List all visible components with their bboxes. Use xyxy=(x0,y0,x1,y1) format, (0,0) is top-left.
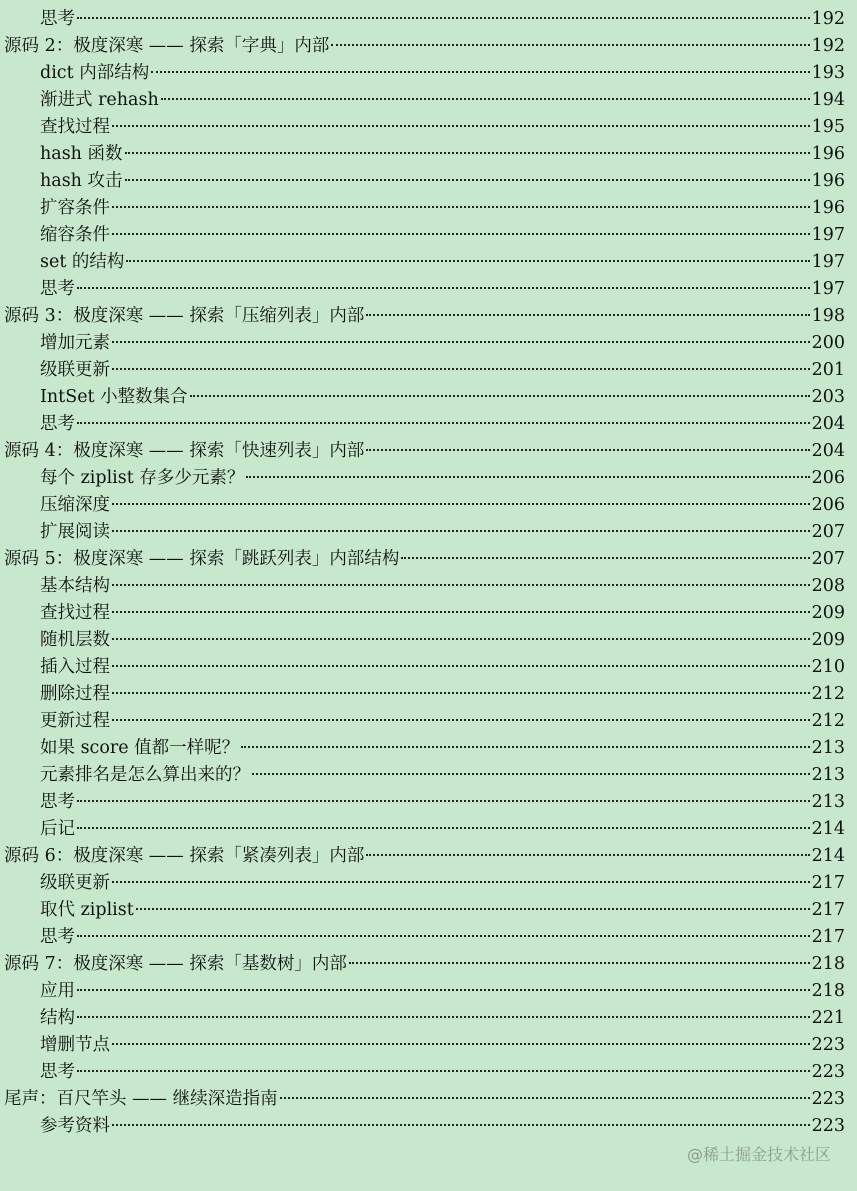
entry-page-number: 203 xyxy=(811,387,845,407)
entry-title: 参考资料 xyxy=(40,1116,110,1136)
entry-title: 每个 ziplist 存多少元素？ xyxy=(40,468,245,488)
entry-title: 插入过程 xyxy=(40,657,110,677)
dot-leader xyxy=(112,638,810,640)
entry-page-number: 194 xyxy=(811,90,845,110)
entry-title: 思考 xyxy=(40,414,75,434)
toc-section-entry[interactable] xyxy=(0,1005,857,1032)
dot-leader xyxy=(349,962,810,964)
entry-page-number: 213 xyxy=(811,765,845,785)
entry-title: 源码 6：极度深寒 —— 探索「紧凑列表」内部 xyxy=(4,846,365,866)
entry-page-number: 217 xyxy=(811,927,845,947)
entry-title: 随机层数 xyxy=(40,630,110,650)
dot-leader xyxy=(125,152,810,154)
entry-title: 应用 xyxy=(40,981,75,1001)
entry-title: 思考 xyxy=(40,927,75,947)
toc-section-entry[interactable] xyxy=(0,708,857,735)
dot-leader xyxy=(126,260,809,262)
entry-page-number: 209 xyxy=(811,630,845,650)
toc-section-entry[interactable] xyxy=(0,1113,857,1140)
toc-section-entry[interactable] xyxy=(0,735,857,762)
entry-title: 源码 5：极度深寒 —— 探索「跳跃列表」内部结构 xyxy=(4,549,400,569)
toc-section-entry[interactable] xyxy=(0,411,857,438)
entry-page-number: 217 xyxy=(811,900,845,920)
entry-page-number: 207 xyxy=(811,549,845,569)
entry-page-number: 206 xyxy=(811,468,845,488)
entry-page-number: 198 xyxy=(811,306,845,326)
toc-section-entry[interactable] xyxy=(0,222,857,249)
entry-title: 思考 xyxy=(40,792,75,812)
entry-title: 基本结构 xyxy=(40,576,110,596)
entry-page-number: 193 xyxy=(811,63,845,83)
entry-title: 源码 7：极度深寒 —— 探索「基数树」内部 xyxy=(4,954,347,974)
toc-section-entry[interactable] xyxy=(0,1032,857,1059)
toc-section-entry[interactable] xyxy=(0,600,857,627)
dot-leader xyxy=(241,746,809,748)
dot-leader xyxy=(331,44,809,46)
toc-section-entry[interactable] xyxy=(0,897,857,924)
entry-page-number: 213 xyxy=(811,738,845,758)
entry-title: 如果 score 值都一样呢？ xyxy=(40,738,240,758)
entry-title: 增加元素 xyxy=(40,333,110,353)
dot-leader xyxy=(112,503,810,505)
toc-section-entry[interactable] xyxy=(0,168,857,195)
entry-page-number: 214 xyxy=(811,846,845,866)
dot-leader xyxy=(151,71,809,73)
entry-title: 更新过程 xyxy=(40,711,110,731)
table-of-contents xyxy=(0,6,857,1140)
toc-chapter-entry[interactable] xyxy=(0,303,857,330)
entry-page-number: 206 xyxy=(811,495,845,515)
entry-page-number: 218 xyxy=(811,981,845,1001)
toc-section-entry[interactable] xyxy=(0,6,857,33)
entry-title: 扩展阅读 xyxy=(40,522,110,542)
entry-title: 取代 ziplist xyxy=(40,900,134,920)
dot-leader xyxy=(112,611,810,613)
toc-section-entry[interactable] xyxy=(0,330,857,357)
toc-section-entry[interactable] xyxy=(0,276,857,303)
dot-leader xyxy=(112,719,810,721)
dot-leader xyxy=(366,854,809,856)
dot-leader xyxy=(112,1124,810,1126)
entry-page-number: 197 xyxy=(811,279,845,299)
dot-leader xyxy=(112,665,810,667)
toc-chapter-entry[interactable] xyxy=(0,1086,857,1113)
entry-title: 级联更新 xyxy=(40,360,110,380)
toc-section-entry[interactable] xyxy=(0,141,857,168)
entry-title: 结构 xyxy=(40,1008,75,1028)
entry-page-number: 197 xyxy=(811,252,845,272)
entry-page-number: 197 xyxy=(811,225,845,245)
dot-leader xyxy=(246,476,809,478)
dot-leader xyxy=(112,341,810,343)
entry-title: 后记 xyxy=(40,819,75,839)
dot-leader xyxy=(112,584,810,586)
entry-title: 增删节点 xyxy=(40,1035,110,1055)
entry-title: 删除过程 xyxy=(40,684,110,704)
entry-page-number: 223 xyxy=(811,1089,845,1109)
dot-leader xyxy=(136,908,810,910)
toc-section-entry[interactable] xyxy=(0,357,857,384)
dot-leader xyxy=(112,1043,810,1045)
toc-chapter-entry[interactable] xyxy=(0,843,857,870)
dot-leader xyxy=(190,395,810,397)
toc-section-entry[interactable] xyxy=(0,627,857,654)
entry-title: 级联更新 xyxy=(40,873,110,893)
dot-leader xyxy=(252,773,810,775)
dot-leader xyxy=(112,368,810,370)
entry-title: 源码 4：极度深寒 —— 探索「快速列表」内部 xyxy=(4,441,365,461)
toc-section-entry[interactable] xyxy=(0,681,857,708)
entry-title: 思考 xyxy=(40,9,75,29)
entry-page-number: 217 xyxy=(811,873,845,893)
dot-leader xyxy=(112,881,810,883)
dot-leader xyxy=(77,800,810,802)
dot-leader xyxy=(112,530,810,532)
dot-leader xyxy=(161,98,810,100)
dot-leader xyxy=(112,692,810,694)
toc-section-entry[interactable] xyxy=(0,816,857,843)
toc-section-entry[interactable] xyxy=(0,384,857,411)
toc-chapter-entry[interactable] xyxy=(0,951,857,978)
entry-page-number: 204 xyxy=(811,441,845,461)
dot-leader xyxy=(77,827,810,829)
entry-title: 压缩深度 xyxy=(40,495,110,515)
dot-leader xyxy=(77,1070,810,1072)
entry-title: 元素排名是怎么算出来的？ xyxy=(40,765,250,785)
entry-page-number: 196 xyxy=(811,144,845,164)
entry-page-number: 207 xyxy=(811,522,845,542)
entry-page-number: 201 xyxy=(811,360,845,380)
toc-section-entry[interactable] xyxy=(0,1059,857,1086)
dot-leader xyxy=(77,935,810,937)
toc-section-entry[interactable] xyxy=(0,870,857,897)
entry-page-number: 195 xyxy=(811,117,845,137)
entry-page-number: 200 xyxy=(811,333,845,353)
toc-section-entry[interactable] xyxy=(0,789,857,816)
entry-title: 查找过程 xyxy=(40,603,110,623)
entry-page-number: 212 xyxy=(811,711,845,731)
entry-page-number: 214 xyxy=(811,819,845,839)
entry-page-number: 212 xyxy=(811,684,845,704)
dot-leader xyxy=(366,449,809,451)
entry-title: 尾声：百尺竿头 —— 继续深造指南 xyxy=(4,1089,278,1109)
entry-title: 思考 xyxy=(40,279,75,299)
toc-section-entry[interactable] xyxy=(0,60,857,87)
toc-section-entry[interactable] xyxy=(0,654,857,681)
toc-section-entry[interactable] xyxy=(0,924,857,951)
entry-page-number: 204 xyxy=(811,414,845,434)
entry-title: 查找过程 xyxy=(40,117,110,137)
entry-page-number: 192 xyxy=(811,36,845,56)
toc-section-entry[interactable] xyxy=(0,114,857,141)
entry-title: 缩容条件 xyxy=(40,225,110,245)
dot-leader xyxy=(112,233,810,235)
entry-page-number: 223 xyxy=(811,1116,845,1136)
entry-page-number: 223 xyxy=(811,1035,845,1055)
dot-leader xyxy=(77,287,810,289)
dot-leader xyxy=(401,557,809,559)
dot-leader xyxy=(77,422,810,424)
toc-section-entry[interactable] xyxy=(0,573,857,600)
entry-page-number: 196 xyxy=(811,171,845,191)
entry-title: 扩容条件 xyxy=(40,198,110,218)
dot-leader xyxy=(112,206,810,208)
entry-page-number: 223 xyxy=(811,1062,845,1082)
entry-page-number: 210 xyxy=(811,657,845,677)
entry-page-number: 196 xyxy=(811,198,845,218)
toc-section-entry[interactable] xyxy=(0,978,857,1005)
toc-chapter-entry[interactable] xyxy=(0,438,857,465)
entry-title: 源码 2：极度深寒 —— 探索「字典」内部 xyxy=(4,36,330,56)
dot-leader xyxy=(77,1016,810,1018)
entry-title: hash 函数 xyxy=(40,144,123,164)
dot-leader xyxy=(77,989,810,991)
toc-section-entry[interactable] xyxy=(0,519,857,546)
watermark: @稀土掘金技术社区 xyxy=(686,1145,831,1164)
entry-title: 思考 xyxy=(40,1062,75,1082)
entry-page-number: 221 xyxy=(811,1008,845,1028)
toc-section-entry[interactable] xyxy=(0,762,857,789)
entry-title: dict 内部结构 xyxy=(40,63,150,83)
toc-section-entry[interactable] xyxy=(0,87,857,114)
toc-chapter-entry[interactable] xyxy=(0,546,857,573)
entry-page-number: 209 xyxy=(811,603,845,623)
dot-leader xyxy=(77,17,810,19)
entry-page-number: 213 xyxy=(811,792,845,812)
toc-section-entry[interactable] xyxy=(0,465,857,492)
entry-page-number: 208 xyxy=(811,576,845,596)
entry-title: set 的结构 xyxy=(40,252,125,272)
entry-page-number: 192 xyxy=(811,9,845,29)
dot-leader xyxy=(125,179,810,181)
toc-section-entry[interactable] xyxy=(0,195,857,222)
entry-page-number: 218 xyxy=(811,954,845,974)
dot-leader xyxy=(280,1097,810,1099)
toc-chapter-entry[interactable] xyxy=(0,33,857,60)
entry-title: 渐进式 rehash xyxy=(40,90,159,110)
toc-section-entry[interactable] xyxy=(0,249,857,276)
entry-title: 源码 3：极度深寒 —— 探索「压缩列表」内部 xyxy=(4,306,365,326)
dot-leader xyxy=(112,125,810,127)
dot-leader xyxy=(366,314,809,316)
entry-title: hash 攻击 xyxy=(40,171,123,191)
entry-title: IntSet 小整数集合 xyxy=(40,387,188,407)
toc-section-entry[interactable] xyxy=(0,492,857,519)
